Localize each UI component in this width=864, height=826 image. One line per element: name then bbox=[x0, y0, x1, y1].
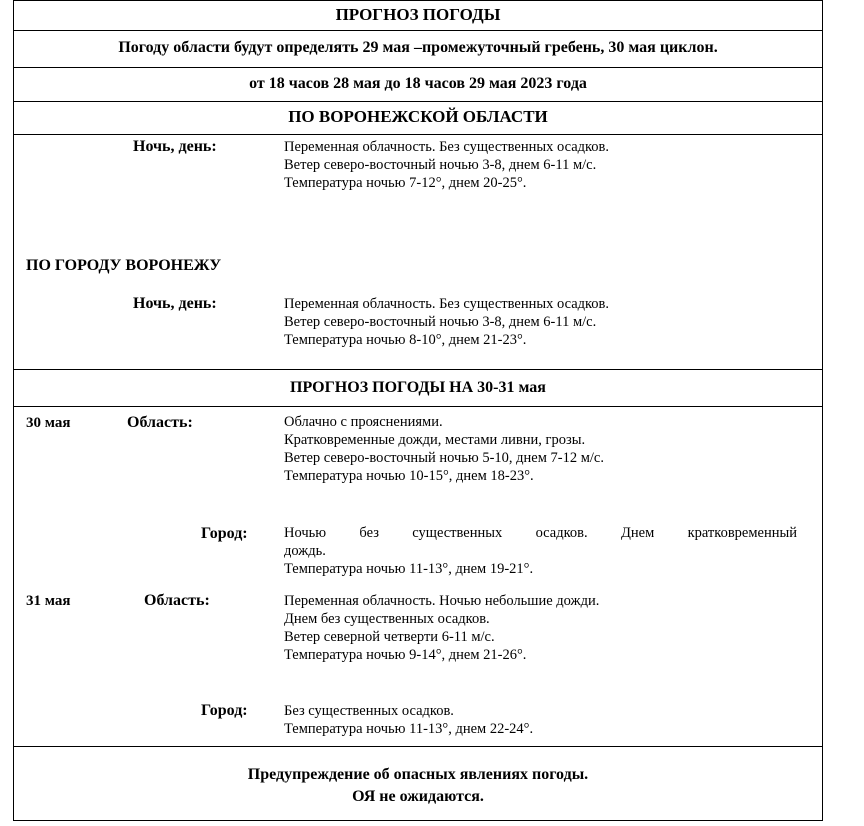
day31-city-text bbox=[284, 702, 533, 738]
day31-region-line: Переменная облачность. Ночью небольшие дожди. bbox=[284, 593, 600, 609]
day31-region-label: Область: bbox=[144, 592, 210, 609]
day30-region-text bbox=[284, 413, 604, 485]
extended-forecast-title: ПРОГНОЗ ПОГОДЫ НА 30-31 мая bbox=[290, 379, 546, 396]
city-line: Переменная облачность. Без существенных осадков. bbox=[284, 296, 610, 312]
day30-region-label: Область: bbox=[127, 414, 193, 431]
region-title: ПО ВОРОНЕЖСКОЙ ОБЛАСТИ bbox=[288, 107, 548, 126]
divider-1 bbox=[13, 30, 823, 31]
day30-city-text bbox=[284, 524, 797, 578]
day31-date: 31 мая bbox=[26, 593, 71, 609]
region-line: Ветер северо-восточный ночью 3-8, днем 6-11 м/с. bbox=[284, 157, 597, 173]
day30-region-line: Температура ночью 10-15°, днем 18-23°. bbox=[284, 468, 534, 484]
day31-city-line: Температура ночью 11-13°, днем 22-24°. bbox=[284, 721, 534, 737]
city-line: Температура ночью 8-10°, днем 21-23°. bbox=[284, 332, 527, 348]
city-title: ПО ГОРОДУ ВОРОНЕЖУ bbox=[26, 257, 222, 274]
day30-date: 30 мая bbox=[26, 415, 71, 431]
region-line: Температура ночью 7-12°, днем 20-25°. bbox=[284, 175, 527, 191]
day31-city-line: Без существенных осадков. bbox=[284, 703, 454, 719]
divider-6 bbox=[13, 406, 823, 407]
divider-5 bbox=[13, 369, 823, 370]
border-top bbox=[13, 0, 823, 1]
border-bottom bbox=[13, 820, 823, 821]
hazard-warning-status: ОЯ не ожидаются. bbox=[352, 788, 484, 805]
synoptic-summary: Погоду области будут определять 29 мая –промежуточный гребень, 30 мая циклон. bbox=[118, 39, 718, 56]
day31-region-line: Днем без существенных осадков. bbox=[284, 611, 490, 627]
day30-region-line: Ветер северо-восточный ночью 5-10, днем 7-12 м/с. bbox=[284, 450, 604, 466]
city-line: Ветер северо-восточный ночью 3-8, днем 6-11 м/с. bbox=[284, 314, 597, 330]
divider-2 bbox=[13, 67, 823, 68]
day30-region-line: Кратковременные дожди, местами ливни, грозы. bbox=[284, 432, 586, 448]
day30-region-line: Облачно с прояснениями. bbox=[284, 414, 443, 430]
divider-7 bbox=[13, 746, 823, 747]
day31-region-line: Ветер северной четверти 6-11 м/с. bbox=[284, 629, 495, 645]
hazard-warning-title: Предупреждение об опасных явлениях погоды. bbox=[247, 766, 589, 783]
divider-4 bbox=[13, 134, 823, 135]
page-title: ПРОГНОЗ ПОГОДЫ bbox=[335, 5, 501, 24]
region-forecast-text bbox=[284, 138, 609, 192]
day30-city-line: дождь. bbox=[284, 543, 326, 559]
day31-city-label: Город: bbox=[201, 702, 248, 719]
city-period-label: Ночь, день: bbox=[133, 295, 217, 312]
day31-region-line: Температура ночью 9-14°, днем 21-26°. bbox=[284, 647, 527, 663]
region-period-label: Ночь, день: bbox=[133, 138, 217, 155]
day31-region-text bbox=[284, 592, 599, 664]
region-line: Переменная облачность. Без существенных осадков. bbox=[284, 139, 610, 155]
forecast-period: от 18 часов 28 мая до 18 часов 29 мая 2023 года bbox=[249, 75, 587, 92]
day30-city-line: Температура ночью 11-13°, днем 19-21°. bbox=[284, 561, 534, 577]
divider-3 bbox=[13, 101, 823, 102]
city-forecast-text bbox=[284, 295, 609, 349]
day30-city-label: Город: bbox=[201, 525, 248, 542]
day30-city-line: Ночью без существенных осадков. Днем кратковременный bbox=[284, 525, 797, 541]
